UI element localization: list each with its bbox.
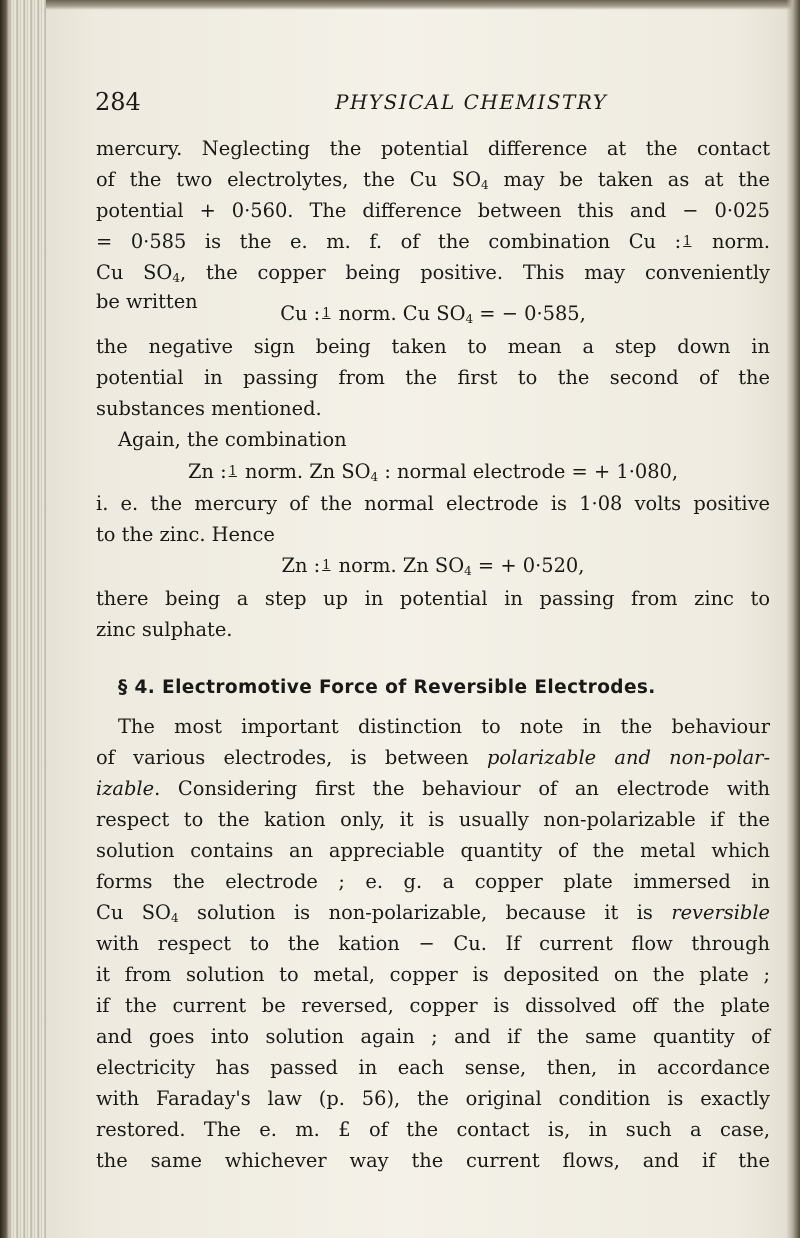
text-line: and goes into solution again ; and if the same quantity of — [96, 1025, 770, 1048]
text-line: forms the electrode ; e. g. a copper plate immersed in — [96, 870, 770, 893]
text-line: the negative sign being taken to mean a step down in — [96, 335, 770, 358]
page-right-edge — [786, 0, 800, 1238]
text-line: with Faraday's law (p. 56), the original condition is exactly — [96, 1087, 770, 1110]
text-line: mercury. Neglecting the potential difference at the contact — [96, 137, 770, 160]
text-line: Again, the combination — [118, 428, 347, 451]
text-line: = 0·585 is the e. m. f. of the combination Cu : 1 norm. — [96, 230, 770, 253]
section-heading: § 4. Electromotive Force of Reversible Electrodes. — [118, 677, 656, 698]
running-title: PHYSICAL CHEMISTRY — [335, 90, 608, 114]
text-line: respect to the kation only, it is usually non-polarizable if the — [96, 808, 770, 831]
text-line: be written — [96, 290, 198, 313]
page-number: 284 — [95, 88, 141, 116]
text-line: restored. The e. m. £ of the contact is, in such a case, — [96, 1118, 770, 1141]
text-line: The most important distinction to note in the behaviour — [118, 715, 770, 738]
equation-3: Zn : 1 norm. Zn $SO_4$ = + 0·520, — [281, 554, 585, 578]
text-line: Cu $SO_4$, the copper being positive. This may conveniently — [96, 261, 770, 285]
running-head — [95, 88, 785, 120]
text-line: the same whichever way the current flows, and if the — [96, 1149, 770, 1172]
text-line: to the zinc. Hence — [96, 523, 275, 546]
equation-1: Cu : 1 norm. Cu $SO_4$ = − 0·585, — [280, 302, 586, 326]
text-line: of the two electrolytes, the Cu $SO_4$ may be taken as at the — [96, 168, 770, 192]
page-top-edge — [0, 0, 800, 10]
text-line: there being a step up in potential in passing from zinc to — [96, 587, 770, 610]
equation-2: Zn : 1 norm. Zn $SO_4$ : normal electrode = + 1·080, — [187, 460, 679, 484]
spine-shadow — [0, 0, 10, 1238]
text-line: it from solution to metal, copper is deposited on the plate ; — [96, 963, 770, 986]
text-line: with respect to the kation − Cu. If current flow through — [96, 932, 770, 955]
text-line: zinc sulphate. — [96, 618, 233, 641]
text-line: if the current be reversed, copper is dissolved off the plate — [96, 994, 770, 1017]
text-line: potential + 0·560. The difference between this and − 0·025 — [96, 199, 770, 222]
text-line: Cu $SO_4$ solution is non-polarizable, because it is reversible — [96, 901, 770, 925]
text-line: substances mentioned. — [96, 397, 322, 420]
text-line: electricity has passed in each sense, then, in accordance — [96, 1056, 770, 1079]
text-line: solution contains an appreciable quantity of the metal which — [96, 839, 770, 862]
text-line: i. e. the mercury of the normal electrode is 1·08 volts positive — [96, 492, 770, 515]
text-line: izable. Considering first the behaviour of an electrode with — [96, 777, 770, 800]
text-line: of various electrodes, is between polarizable and non-polar- — [96, 746, 770, 769]
text-line: potential in passing from the first to the second of the — [96, 366, 770, 389]
